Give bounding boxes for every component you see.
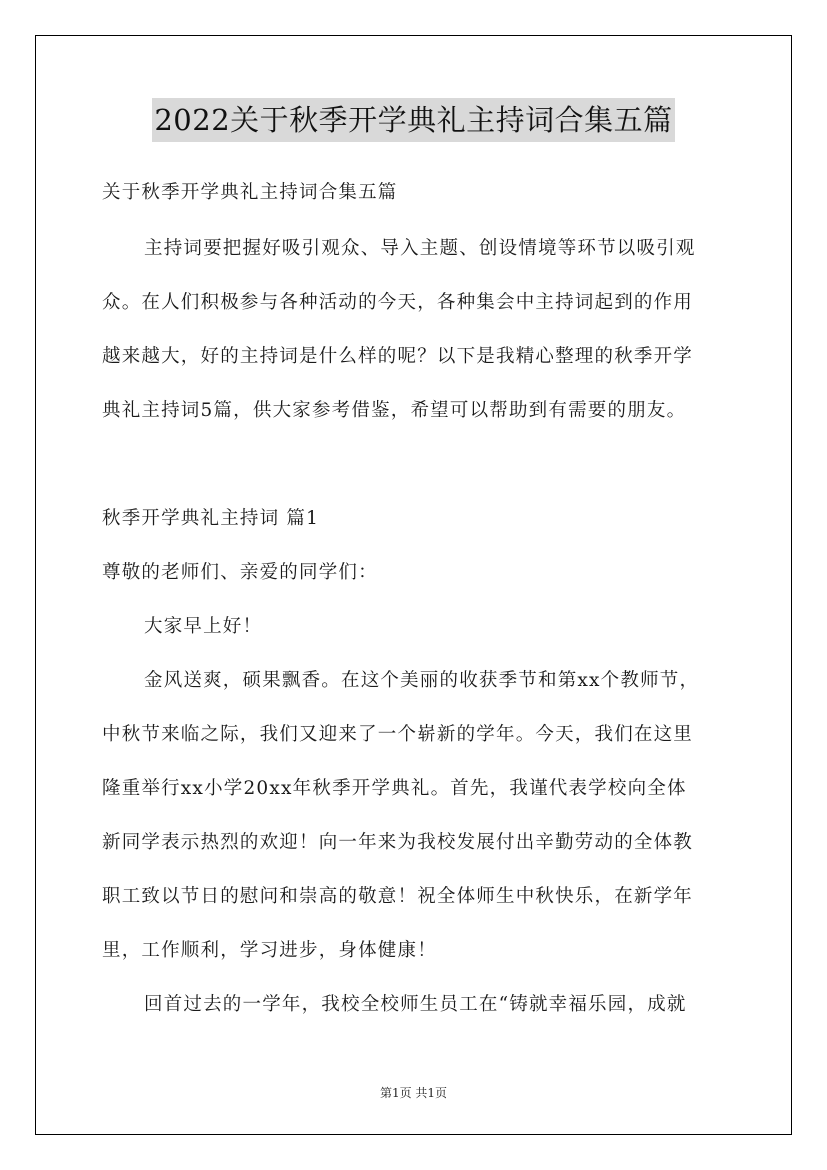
section-heading: 秋季开学典礼主持词 篇1: [102, 508, 320, 529]
body-line-6: 里，工作顺利，学习进步，身体健康！: [102, 940, 437, 961]
body-line-4: 新同学表示热烈的欢迎！向一年来为我校发展付出辛勤劳动的全体教: [102, 832, 694, 853]
greeting-line: 大家早上好！: [144, 616, 263, 637]
intro-line-4: 典礼主持词5篇，供大家参考借鉴，希望可以帮助到有需要的朋友。: [102, 400, 687, 421]
body-line-1: 金风送爽，硕果飘香。在这个美丽的收获季节和第xx个教师节，: [144, 670, 700, 691]
body-line-2: 中秋节来临之际，我们又迎来了一个崭新的学年。今天，我们在这里: [102, 724, 694, 745]
salutation-line: 尊敬的老师们、亲爱的同学们：: [102, 562, 378, 583]
intro-line-2: 众。在人们积极参与各种活动的今天，各种集会中主持词起到的作用: [102, 292, 694, 313]
body-line-7: 回首过去的一学年，我校全校师生员工在“铸就幸福乐园，成就: [144, 994, 687, 1015]
body-line-5: 职工致以节日的慰问和崇高的敬意！祝全体师生中秋快乐，在新学年: [102, 886, 694, 907]
page-footer: 第1页 共1页: [379, 1086, 448, 1100]
document-title: 2022关于秋季开学典礼主持词合集五篇: [152, 98, 674, 142]
body-line-3: 隆重举行xx小学20xx年秋季开学典礼。首先，我谨代表学校向全体: [102, 778, 687, 799]
title-wrap: [0, 98, 827, 142]
intro-line-1: 主持词要把握好吸引观众、导入主题、创设情境等环节以吸引观: [144, 238, 696, 259]
subtitle-line: 关于秋季开学典礼主持词合集五篇: [102, 182, 398, 203]
intro-line-3: 越来越大，好的主持词是什么样的呢？以下是我精心整理的秋季开学: [102, 346, 694, 367]
